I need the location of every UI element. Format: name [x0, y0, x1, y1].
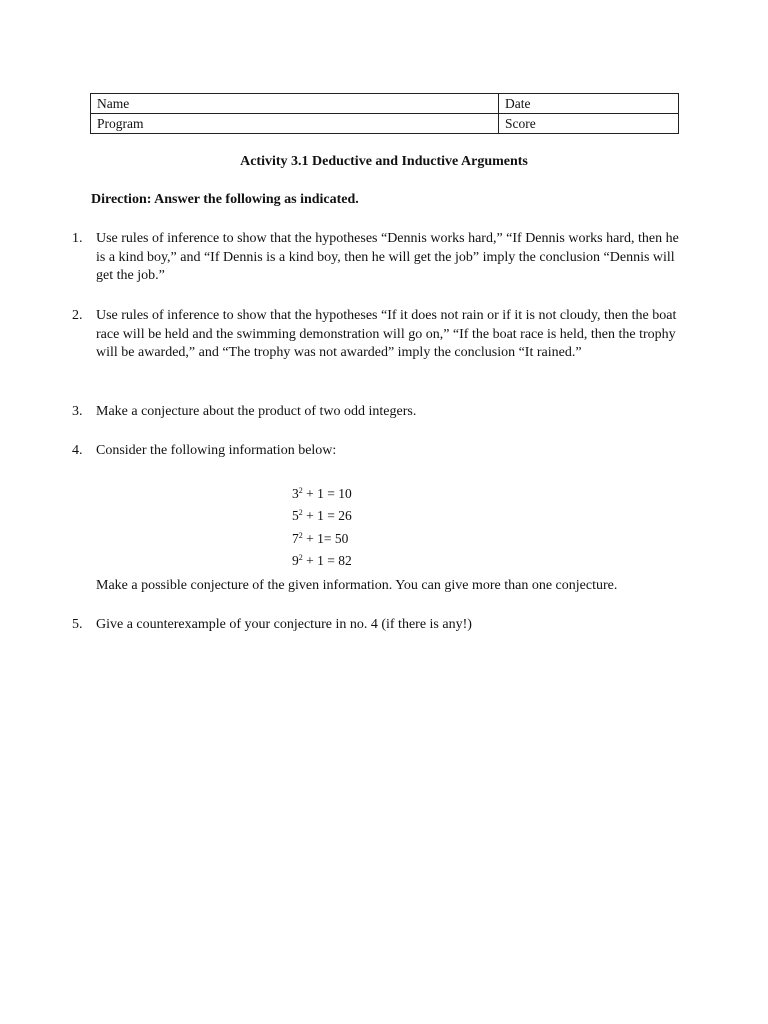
equation-list — [292, 481, 352, 570]
table-row — [91, 94, 679, 114]
question-text: Make a conjecture about the product of two odd integers. — [96, 404, 417, 419]
question-number: 2. — [72, 308, 83, 323]
question-text: Use rules of inference to show that the hypotheses “Dennis works hard,” “If Dennis works hard, then he is a kind boy,” and “If Dennis is a kind boy, then he will get the job” imply the conclusion “Dennis will get the job.” — [96, 231, 679, 284]
equation: $7^2 + 1= 50$ — [292, 530, 349, 546]
equation: $5^2 + 1 = 26$ — [292, 508, 352, 524]
question-number: 4. — [72, 443, 83, 458]
question-text: Use rules of inference to show that the hypotheses “If it does not rain or if it is not cloudy, then the boat race will be held and the swimming demonstration will go on,” “If the boat race is held, then the trophy will be awarded,” and “The trophy was not awarded” imply the conclusion “It rained.” — [96, 308, 677, 361]
question-text: Give a counterexample of your conjecture in no. 4 (if there is any!) — [96, 617, 472, 632]
student-info-table — [90, 93, 679, 134]
name-cell[interactable]: Name — [91, 94, 499, 114]
question-number: 5. — [72, 617, 83, 632]
date-cell[interactable]: Date — [499, 94, 679, 114]
table-row — [91, 114, 679, 134]
activity-title: Activity 3.1 Deductive and Inductive Arguments — [240, 154, 528, 169]
question-4-followup: Make a possible conjecture of the given information. You can give more than one conjecture. — [96, 578, 618, 593]
equation: $3^2 + 1 = 10$ — [292, 486, 352, 501]
direction-text: Direction: Answer the following as indicated. — [91, 192, 359, 207]
question-text: Consider the following information below: — [96, 443, 337, 458]
question-number: 1. — [72, 231, 83, 246]
program-cell[interactable]: Program — [91, 114, 499, 134]
score-cell[interactable]: Score — [499, 114, 679, 134]
equation: $9^2 + 1 = 82$ — [292, 552, 352, 568]
question-number: 3. — [72, 404, 83, 419]
